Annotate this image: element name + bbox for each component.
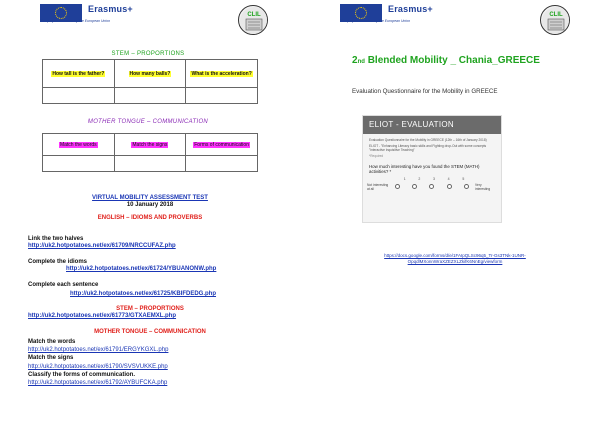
scale-high-label: Very interesting — [475, 183, 491, 191]
scale-5: 5 — [462, 177, 465, 181]
radio-2[interactable] — [412, 184, 417, 189]
stem-question-3: What is the acceleration? — [191, 70, 252, 77]
item-2-label: Complete the idioms — [28, 259, 88, 265]
mt-task-1: Match the words — [59, 141, 97, 148]
right-page — [300, 0, 600, 424]
funded-note: This project is funded by the European Union — [340, 19, 411, 23]
funded-note: This project is funded by the European Union — [40, 19, 111, 23]
item-1-label: Link the two halves — [28, 236, 84, 242]
radio-4[interactable] — [447, 184, 452, 189]
scale-low-label: Not interesting at all — [367, 183, 389, 191]
scale-3: 3 — [433, 177, 435, 181]
vmat-title[interactable]: VIRTUAL MOBILITY ASSESSMENT TEST — [92, 195, 208, 201]
form-line-1: Evaluation Questionnaire for the Mobility in GREECE (12th – 16th of January 2018) — [369, 138, 487, 142]
mobility-title-text: Blended Mobility _ Chania_GREECE — [367, 55, 540, 66]
stem2-link[interactable]: http://uk2.hotpotatoes.net/ex/61773/GTXAEMXL.php — [28, 313, 177, 319]
erasmus-brand: Erasmus+ — [388, 4, 433, 14]
mobility-suffix: nd — [357, 59, 365, 65]
form-link[interactable]: https://docs.google.com/forms/d/e/1FAIpQLSc96q5_Tr-Gs3TNk-1UNR-OpqdlMXonnWraXZEZXLZkifK6NnEg/viewform — [384, 253, 526, 264]
stem-question-2: How many balls? — [129, 70, 171, 77]
vmat-date: 10 January 2018 — [126, 202, 174, 208]
item-2-link[interactable]: http://uk2.hotpotatoes.net/ex/61724/YBUANONW.php — [66, 266, 217, 272]
mobility-title — [352, 55, 540, 66]
item-3-link[interactable]: http://uk2.hotpotatoes.net/ex/61725/KBIFDEDG.php — [70, 291, 217, 297]
stem2-title: STEM – PROPORTIONS — [116, 306, 184, 312]
scale-4: 4 — [447, 177, 450, 181]
mt2-item-2-link[interactable]: http://uk2.hotpotatoes.net/ex/61790/SVSVUKKE.php — [28, 364, 168, 370]
project-logo-icon — [540, 5, 570, 35]
mt-task-3: Forms of communication — [194, 141, 249, 148]
stem-title: STEM – PROPORTIONS — [111, 51, 185, 57]
form-line-2: ELIOT - "Enhancing Literacy basic skills and Fighting drop-Out with some concepts "Interactive Inquisitive Teaching" — [369, 144, 487, 152]
idioms-title: ENGLISH – IDIOMS AND PROVERBS — [97, 215, 203, 221]
mt-task-2: Match the signs — [132, 141, 168, 148]
item-3-label: Complete each sentence — [28, 282, 99, 288]
radio-3[interactable] — [429, 184, 434, 189]
logo-text: CLIL — [549, 12, 563, 18]
project-logo-icon — [238, 5, 268, 35]
mt2-title: MOTHER TONGUE – COMMUNICATION — [94, 329, 206, 335]
radio-1[interactable] — [395, 184, 400, 189]
mt2-item-2-label: Match the signs — [28, 355, 74, 361]
erasmus-brand: Erasmus+ — [88, 4, 133, 14]
scale-2: 2 — [418, 177, 421, 181]
scale-1: 1 — [403, 177, 406, 181]
radio-5[interactable] — [464, 184, 469, 189]
form-title: ELIOT - EVALUATION — [363, 116, 501, 134]
form-question: How much interesting have you found the STEM (MATH) activities? * — [369, 164, 480, 174]
mother-tongue-title: MOTHER TONGUE – COMMUNICATION — [87, 119, 209, 125]
item-1-link[interactable]: http://uk2.hotpotatoes.net/ex/61709/NRCCUFAZ.php — [28, 243, 176, 249]
evaluation-questionnaire-text: Evaluation Questionnaire for the Mobility in GREECE — [352, 88, 498, 95]
mother-tongue-table — [42, 133, 258, 172]
evaluation-form-screenshot — [362, 115, 502, 223]
mt2-item-1-label: Match the words — [28, 339, 76, 345]
mt2-item-3-label: Classify the forms of communication. — [28, 372, 136, 378]
logo-text: CLIL — [247, 12, 261, 18]
stem-question-1: How tall is the father? — [52, 70, 105, 77]
mt2-item-1-link[interactable]: http://uk2.hotpotatoes.net/ex/61791/ERGYKGXL.php — [28, 347, 169, 353]
stem-table — [42, 59, 258, 104]
mobility-num: 2 — [352, 55, 358, 66]
mt2-item-3-link[interactable]: http://uk2.hotpotatoes.net/ex/61792/AYBUFCKA.php — [28, 380, 168, 386]
form-scale — [363, 174, 501, 181]
form-required: *Required — [369, 154, 384, 158]
